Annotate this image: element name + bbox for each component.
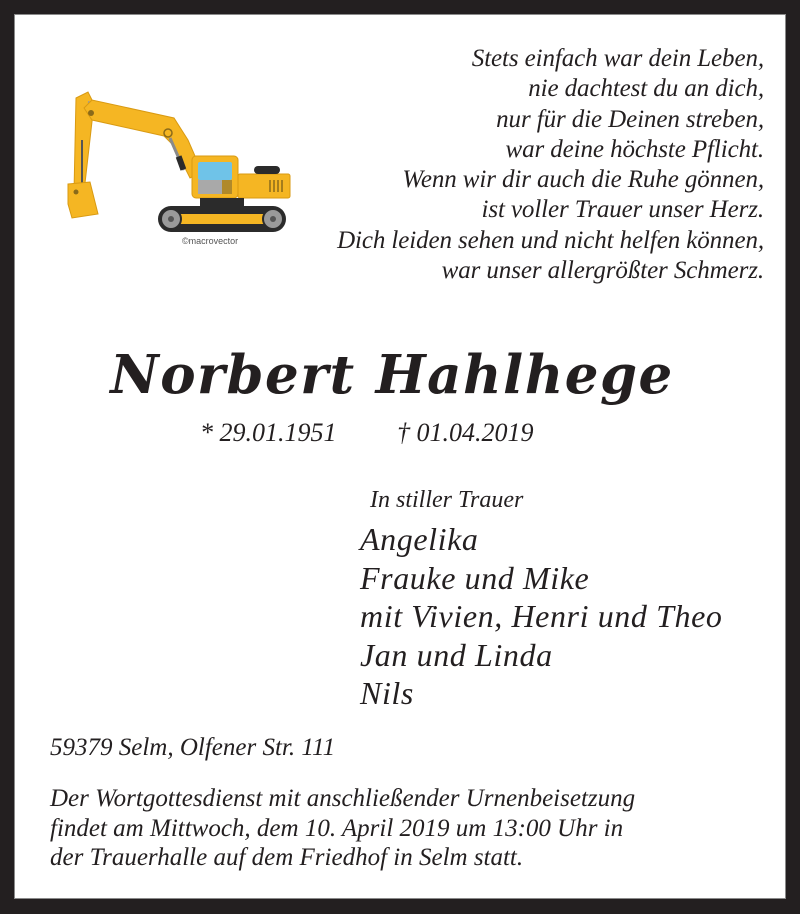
poem-line: nie dachtest du an dich,	[528, 75, 764, 103]
poem-line: war unser allergrößter Schmerz.	[441, 257, 764, 285]
death-date: † 01.04.2019	[397, 418, 534, 447]
mourner-name: Jan und Linda	[360, 636, 553, 673]
poem-line: Wenn wir dir auch die Ruhe gönnen,	[402, 166, 764, 194]
poem-line: nur für die Deinen streben,	[496, 105, 764, 133]
mourner-name: Frauke und Mike	[360, 559, 590, 596]
obituary-notice	[14, 14, 786, 899]
poem	[337, 44, 764, 286]
service-line: findet am Mittwoch, dem 10. April 2019 um 13:00 Uhr in	[50, 814, 624, 842]
birth-date: * 29.01.1951	[200, 418, 337, 447]
deceased-name: Norbert Hahlhege	[110, 344, 674, 406]
address: 59379 Selm, Olfener Str. 111	[50, 734, 336, 761]
poem-line: Stets einfach war dein Leben,	[471, 45, 764, 72]
service-info	[50, 784, 635, 873]
mourners-list	[360, 520, 723, 713]
excavator-illustration	[54, 80, 304, 250]
mourner-name: mit Vivien, Henri und Theo	[360, 598, 723, 634]
service-line: Der Wortgottesdienst mit anschließender Urnenbeisetzung	[50, 785, 636, 812]
mourner-name: Angelika	[360, 521, 479, 557]
poem-line: Dich leiden sehen und nicht helfen können,	[337, 226, 764, 254]
poem-line: war deine höchste Pflicht.	[505, 135, 764, 163]
svg-text:©macrovector: ©macrovector	[182, 236, 239, 246]
mourner-name: Nils	[360, 675, 414, 711]
excavator-icon	[54, 80, 304, 250]
service-line: der Trauerhalle auf dem Friedhof in Selm statt.	[50, 844, 524, 871]
poem-line: ist voller Trauer unser Herz.	[481, 196, 764, 224]
mourning-heading: In stiller Trauer	[370, 487, 524, 513]
